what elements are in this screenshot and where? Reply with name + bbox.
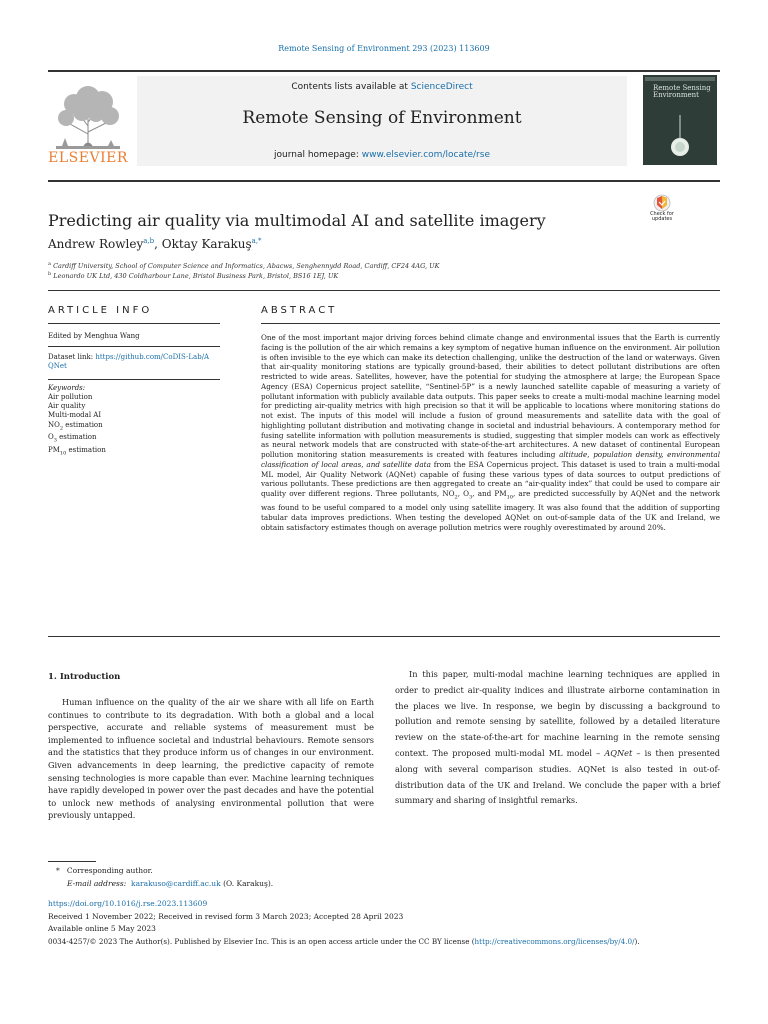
kw5-text: O [48,433,54,442]
dataset-link-part1[interactable]: https://github.com/CoDIS-Lab/A [95,353,210,361]
abstract-part5: , are predicted successfully by AQNet and the network was found to be useful compared to a model only using satellite imagery. It was also found that the addition of supporting tabular data improves predictions. When testing the developed AQNet on out-of-sample data of the UK and Ireland, we obtain satisfactory estimates though on average pollution metrics were roughly overestimated by around 20%. [261,489,720,532]
abstract-part2: from the ESA Copernicus project. This dataset is used to train a multi-modal ML model, Air Quality Network (AQNet) capable of fusing these various types of data sources to output predictions of various pollutants. These predictions are then aggregated to create an “air-quality index” that could be used to compare air quality over different regions. Three pollutants, NO [261,459,720,498]
dataset-link-block [48,353,209,371]
keyword-list [48,393,106,458]
footnote-mark: * [56,866,60,875]
keyword-item [48,433,106,446]
abstract-text [261,333,720,532]
abstract-sub-pm10: 10 [506,494,513,501]
license-close: ). [634,937,640,946]
received-dates: Received 1 November 2022; Received in revised form 3 March 2023; Accepted 28 April 2023 [48,912,404,921]
homepage-prefix: journal homepage: [274,150,362,160]
author-karakus[interactable]: Oktay Karakuş [161,237,252,251]
kw6-suffix: estimation [66,445,106,454]
section-heading-introduction: 1. Introduction [48,672,121,682]
email-label: E-mail address: [67,879,127,888]
abstract-part4: , and PM [472,489,507,498]
info-heading-rule [48,323,220,324]
article-title: Predicting air quality via multimodal AI and satellite imagery [48,211,546,230]
kw4-text: NO [48,420,60,429]
email-note [67,879,273,888]
info-top-rule [48,290,720,291]
doi-line [48,899,207,908]
affil-b-mark: b [48,271,52,277]
abstract-heading: ABSTRACT [261,305,338,316]
kw4-subscript: 2 [59,425,64,431]
license-link[interactable]: http://creativecommons.org/licenses/by/4.0/ [474,937,635,946]
kw6-subscript: 10 [59,450,67,457]
keyword-item: Air quality [48,402,86,411]
sciencedirect-link[interactable]: ScienceDirect [410,82,473,92]
edited-by: Edited by Menghua Wang [48,332,140,340]
kw5-suffix: estimation [56,433,97,442]
contents-prefix: Contents lists available at [291,82,411,92]
author-list [48,237,262,251]
intro-paragraph-right [395,667,720,809]
affil-a-text: Cardiff University, School of Computer Science and Informatics, Abacws, Senghennydd Road, Cardiff, CF24 4AG, UK [53,262,440,271]
affiliation-a [48,261,440,270]
cover-title: Remote Sensing Environment [653,84,711,99]
abstract-part1: One of the most important major driving forces behind climate change and environmental issues that the Earth is currently facing is the pollution of the air which remains a key symptom of negative human influence on the environment. Air pollution is often invisible to the eye which can make its detection challenging, unlike the destruction of the land or waterways. Given that air-quality monitoring stations are typically ground-based, their abilities to detect pollutant distributions are often restricted to wide areas. Satellites, however, have the potential for studying the atmosphere at large; the European Space Agency (ESA) Copernicus project satellite, “Sentinel-5P” is a newly launched satellite capable of measuring a variety of pollutant information with publicly available data outputs. This paper seeks to create a multi-modal machine learning model for predicting air-quality metrics with high precision so that it will be applicable to locations where monitoring stations do not exist. The inputs of this model will include a fusion of ground measurements and satellite data with the goal of highlighting pollutant distribution and motivating change in societal and industrial behaviours. A contemporary method for fusing satellite information with pollution measurements is studied, suggesting that simpler models can work as effectively as neural network models that are constructed with state-of-the-art architectures. A new dataset of continental European pollution monitoring station measurements is created with features including [261,333,720,459]
contents-line [137,82,627,92]
header-top-rule [48,70,720,72]
check-for-updates-label[interactable]: Check for updates [650,211,674,222]
doi-link[interactable]: https://doi.org/10.1016/j.rse.2023.113609 [48,899,208,908]
edited-by-rule [48,346,220,347]
corresponding-author-note [56,866,153,875]
keyword-item: Air pollution [48,393,93,401]
keyword-item [48,421,106,434]
abstract-part3: , O [457,489,470,498]
abstract-sub-o3: 3 [469,494,473,501]
journal-header-box [137,76,627,166]
author-separator: , [154,237,162,251]
email-link[interactable]: karakuso@cardiff.ac.uk [131,879,221,888]
available-online: Available online 5 May 2023 [48,924,156,933]
footnote-rule [48,861,96,862]
affil-b-text: Leonardo UK Ltd, 430 Coldharbour Lane, Bristol Business Park, Bristol, BS16 1EJ, UK [53,272,339,281]
keywords-title: Keywords: [48,384,86,392]
abstract-sub-no2: 2 [454,494,458,501]
homepage-line [137,150,627,160]
elsevier-wordmark: ELSEVIER [48,150,128,166]
author-rowley[interactable]: Andrew Rowley [48,237,144,251]
license-line [48,937,640,946]
email-owner: (O. Karakuş). [220,879,274,888]
journal-cover-image [643,75,717,165]
article-info-heading: ARTICLE INFO [48,305,153,316]
dataset-label: Dataset link: [48,353,96,361]
journal-citation[interactable]: Remote Sensing of Environment 293 (2023) 113609 [278,44,490,53]
journal-title: Remote Sensing of Environment [242,108,522,128]
intro-right-part1: In this paper, multi-modal machine learning techniques are applied in order to predict air-quality indices and illustrate airborne contamination in the places we live. In response, we begin by discussing a background to pollution and remote sensing by satellite, followed by a detailed literature review on the state-of-the-art for machine learning in the remote sensing context. The proposed multi-modal ML model – [395,669,720,758]
keywords-block [48,384,106,458]
footnote-text: Corresponding author. [66,866,153,875]
affiliation-b [48,271,338,280]
affil-a-mark: a [48,261,51,267]
author2-affil-mark[interactable]: a,* [251,237,262,245]
author1-affil-mark[interactable]: a,b [143,237,155,245]
kw4-suffix: estimation [63,420,103,429]
abstract-heading-rule [261,323,720,324]
abstract-bottom-rule [48,636,720,637]
homepage-link[interactable]: www.elsevier.com/locate/rse [361,150,490,160]
keyword-item [48,446,106,459]
intro-right-emphasis: AQNet [604,747,633,758]
intro-paragraph-left: Human influence on the quality of the air we share with all life on Earth continues to contribute to its degradation. With both a global and a local perspective, accurate and reliable systems of measurement must be implemented to influence societal and industrial behaviours. Remote sensors and the statistics that they produce inform us of changes in our environment. Given advancements in deep learning, the predictive capacity of remote sensing technologies is more capable than ever. Machine learning techniques have rapidly developed in power over the past decades and have the potential to unlock new methods of analysing environmental pollution that were previously untapped. [48,697,374,821]
dataset-rule [48,379,220,380]
dataset-link-part2[interactable]: QNet [48,362,67,370]
header-bottom-rule [48,180,720,182]
kw5-subscript: 3 [53,437,57,444]
abstract-emphasis: altitude, population density, environmental classification of local areas, and satellite data [261,450,720,469]
license-text: 0034-4257/© 2023 The Author(s). Published by Elsevier Inc. This is an open access article under the CC BY license ( [48,937,475,946]
intro-right-part2: – is then presented along with several comparison studies. AQNet is also tested in out-of-distribution data of the UK and Ireland. We conclude the paper with a brief summary and sharing of insightful remarks. [395,747,720,806]
kw6-text: PM [48,445,60,454]
keyword-item: Multi-modal AI [48,411,102,420]
